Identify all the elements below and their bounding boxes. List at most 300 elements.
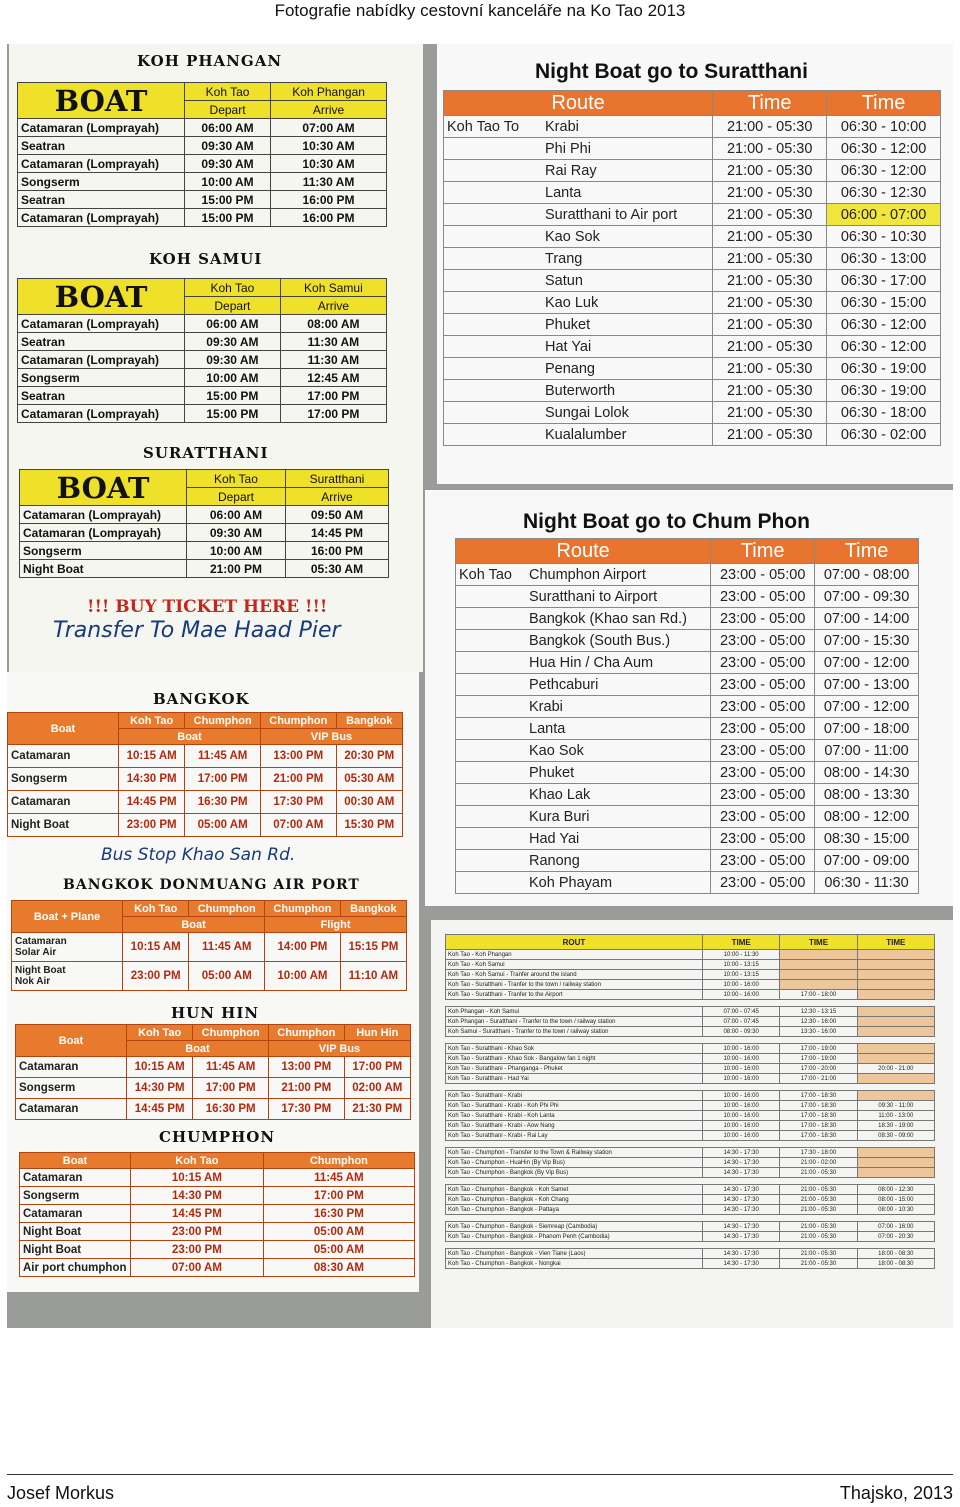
route-origin	[456, 806, 527, 828]
time-departure: 23:00 - 05:00	[711, 564, 815, 586]
depart-time: 09:30 AM	[187, 524, 286, 542]
table-row	[446, 970, 935, 980]
route-name: Koh Tao - Suratthani - Tranfer to the Airport	[446, 990, 703, 1000]
column-header: Bangkok	[336, 713, 402, 729]
time-cell: 10:15 AM	[127, 1057, 193, 1078]
time-cell: 09:30 - 11:00	[857, 1101, 934, 1111]
time-departure: 23:00 - 05:00	[711, 806, 815, 828]
route-origin	[456, 828, 527, 850]
column-header: Boat	[8, 713, 119, 745]
depart-time: 06:00 AM	[185, 119, 271, 137]
route-name: Koh Tao - Koh Phangan	[446, 950, 703, 960]
route-origin	[444, 248, 543, 270]
arrive-time: 05:30 AM	[285, 560, 388, 578]
route-origin	[456, 784, 527, 806]
time-cell: 14:00 PM	[265, 933, 341, 962]
boat-name: Catamaran (Lomprayah)	[18, 209, 185, 227]
time-cell: 07:00 - 20:30	[857, 1232, 934, 1242]
route-origin	[456, 674, 527, 696]
time-cell: 14:30 - 17:30	[703, 1168, 780, 1178]
arrive-time: 11:30 AM	[271, 173, 387, 191]
time-cell: 10:15 AM	[123, 933, 189, 962]
time-arrival: 06:30 - 17:00	[827, 270, 941, 292]
table-row	[18, 173, 387, 191]
time-departure: 21:00 - 05:30	[713, 424, 827, 446]
time-departure: 21:00 - 05:30	[713, 226, 827, 248]
depart-time: 09:30 AM	[185, 351, 281, 369]
arrive-label: Arrive	[280, 297, 386, 315]
table-row	[444, 336, 941, 358]
route-destination: Buterworth	[542, 380, 713, 402]
night-chumphon-title: Night Boat go to Chum Phon	[523, 510, 810, 533]
column-header: ROUT	[446, 935, 703, 950]
time-arrival: 06:30 - 19:00	[827, 380, 941, 402]
route-name: Koh Samui - Suratthani - Tranfer to the town / railway station	[446, 1027, 703, 1037]
time-cell	[857, 970, 934, 980]
time-arrival: 07:00 - 14:00	[815, 608, 919, 630]
depart-time: 09:30 AM	[185, 137, 271, 155]
time-arrival: 07:00 - 13:00	[815, 674, 919, 696]
time-arrival: 06:30 - 12:00	[827, 138, 941, 160]
table-row	[446, 1232, 935, 1242]
column-header: Time	[711, 539, 815, 564]
time-arrival: 06:30 - 13:00	[827, 248, 941, 270]
depart-time: 09:30 AM	[185, 333, 281, 351]
route-origin	[444, 358, 543, 380]
column-header: Route	[456, 539, 711, 564]
route-origin	[456, 740, 527, 762]
header-row	[18, 279, 387, 297]
table-row	[456, 784, 919, 806]
arrive-place: Suratthani	[285, 470, 388, 488]
table-row	[446, 1259, 935, 1269]
table-row	[18, 191, 387, 209]
time-cell: 21:00 - 05:30	[780, 1205, 857, 1215]
table-row	[446, 1222, 935, 1232]
table-row	[456, 762, 919, 784]
routes-table	[445, 934, 935, 1269]
time-cell: 14:45 PM	[131, 1205, 264, 1223]
spacer	[446, 1000, 935, 1007]
boat-name: Songserm	[8, 768, 119, 791]
time-cell: 08:00 - 09:30	[703, 1027, 780, 1037]
table-row	[444, 358, 941, 380]
time-departure: 23:00 - 05:00	[711, 608, 815, 630]
boat-name: Night Boat	[20, 1241, 131, 1259]
route-destination: Phi Phi	[542, 138, 713, 160]
depart-time: 10:00 AM	[187, 542, 286, 560]
time-cell: 02:00 AM	[344, 1078, 410, 1099]
route-destination: Had Yai	[526, 828, 711, 850]
arrive-time: 16:00 PM	[285, 542, 388, 560]
time-cell: 21:00 - 02:00	[780, 1158, 857, 1168]
time-arrival: 07:00 - 09:30	[815, 586, 919, 608]
subheader: Boat	[127, 1041, 269, 1057]
time-cell: 10:00 - 16:00	[703, 990, 780, 1000]
time-cell: 21:00 - 05:30	[780, 1185, 857, 1195]
route-destination: Kao Sok	[526, 740, 711, 762]
time-cell	[780, 960, 857, 970]
arrive-label: Arrive	[271, 101, 387, 119]
time-departure: 21:00 - 05:30	[713, 270, 827, 292]
time-arrival: 06:30 - 18:00	[827, 402, 941, 424]
time-cell	[857, 1044, 934, 1054]
column-header: Bangkok	[340, 901, 406, 917]
table-row	[446, 1249, 935, 1259]
spacer	[446, 1215, 935, 1222]
depart-time: 15:00 PM	[185, 405, 281, 423]
hun-hin-table	[15, 1024, 411, 1120]
route-destination: Penang	[542, 358, 713, 380]
table-row	[456, 630, 919, 652]
time-cell: 14:30 - 17:30	[703, 1222, 780, 1232]
time-cell: 14:30 PM	[131, 1187, 264, 1205]
koh-phangan-table	[17, 82, 387, 227]
bus-sheet	[7, 672, 419, 1292]
time-cell: 17:00 - 18:00	[780, 990, 857, 1000]
table-row	[446, 1007, 935, 1017]
route-destination: Pethcaburi	[526, 674, 711, 696]
table-row	[446, 1044, 935, 1054]
header-row	[16, 1025, 411, 1041]
night-suratthani-title: Night Boat go to Suratthani	[535, 60, 808, 83]
time-cell: 08:30 - 09:00	[857, 1131, 934, 1141]
time-cell: 07:00 AM	[131, 1259, 264, 1277]
table-row	[446, 980, 935, 990]
route-name: Koh Tao - Suratthani - Krabi - Koh Phi Phi	[446, 1101, 703, 1111]
table-row	[456, 696, 919, 718]
time-arrival: 06:30 - 12:00	[827, 160, 941, 182]
night-chumphon-sheet	[425, 490, 953, 906]
time-arrival: 07:00 - 18:00	[815, 718, 919, 740]
time-cell: 13:30 - 16:00	[780, 1027, 857, 1037]
route-origin	[456, 872, 527, 894]
boat-name: Catamaran (Lomprayah)	[20, 524, 187, 542]
table-row	[18, 351, 387, 369]
time-cell: 23:00 PM	[131, 1241, 264, 1259]
time-cell: 14:30 - 17:30	[703, 1259, 780, 1269]
boat-name: Songserm	[20, 542, 187, 560]
route-destination: Koh Phayam	[526, 872, 711, 894]
route-destination: Kao Luk	[542, 292, 713, 314]
table-row	[456, 828, 919, 850]
subheader: Flight	[265, 917, 407, 933]
column-header: Chumphon	[268, 1025, 344, 1041]
time-arrival: 06:30 - 11:30	[815, 872, 919, 894]
table-row	[446, 1064, 935, 1074]
route-name: Koh Tao - Suratthani - Krabi - Aow Nang	[446, 1121, 703, 1131]
route-origin	[444, 380, 543, 402]
table-row	[20, 524, 389, 542]
table-row	[444, 402, 941, 424]
table-row	[444, 292, 941, 314]
time-cell: 10:00 - 16:00	[703, 1054, 780, 1064]
table-row	[18, 333, 387, 351]
time-departure: 21:00 - 05:30	[713, 182, 827, 204]
table-row	[16, 1057, 411, 1078]
time-cell: 14:30 PM	[119, 768, 185, 791]
boat-name: Catamaran (Lomprayah)	[18, 155, 185, 173]
table-row	[12, 962, 407, 991]
time-departure: 21:00 - 05:30	[713, 138, 827, 160]
time-cell: 17:30 - 18:00	[780, 1148, 857, 1158]
arrive-place: Koh Phangan	[271, 83, 387, 101]
footer-author: Josef Morkus	[7, 1483, 115, 1503]
hun-hin-title: HUN HIN	[171, 1004, 260, 1022]
time-cell: 13:00 PM	[268, 1057, 344, 1078]
arrive-place: Koh Samui	[280, 279, 386, 297]
depart-time: 15:00 PM	[185, 209, 271, 227]
boat-heading: BOAT	[18, 83, 185, 119]
column-header: Chumphon	[189, 901, 265, 917]
boat-name: Catamaran (Lomprayah)	[20, 506, 187, 524]
time-cell: 12:30 - 13:15	[780, 1007, 857, 1017]
time-cell: 10:00 - 16:00	[703, 1131, 780, 1141]
time-cell: 21:00 - 05:30	[780, 1232, 857, 1242]
time-cell: 17:00 - 19:00	[780, 1044, 857, 1054]
time-arrival: 06:30 - 10:30	[827, 226, 941, 248]
table-row	[444, 424, 941, 446]
route-name: Koh Tao - Chumphon - Bangkok - Nongkai	[446, 1259, 703, 1269]
time-cell: 14:45 PM	[119, 791, 185, 814]
route-origin	[444, 336, 543, 358]
time-arrival: 08:00 - 12:00	[815, 806, 919, 828]
table-row	[18, 315, 387, 333]
route-origin: Koh Tao To	[444, 116, 543, 138]
route-destination: Sungai Lolok	[542, 402, 713, 424]
time-cell: 17:00 - 20:00	[780, 1064, 857, 1074]
route-origin	[456, 586, 527, 608]
time-cell: 08:00 - 15:00	[857, 1195, 934, 1205]
time-cell: 21:00 - 05:30	[780, 1222, 857, 1232]
time-cell: 05:00 AM	[189, 962, 265, 991]
footer-rule	[7, 1474, 953, 1475]
header-row	[444, 91, 941, 116]
route-name: Koh Tao - Koh Samui - Tranfer around the island	[446, 970, 703, 980]
time-cell	[857, 1074, 934, 1084]
boat-name: Songserm	[20, 1187, 131, 1205]
time-cell	[857, 950, 934, 960]
subheader: Boat	[123, 917, 265, 933]
time-cell	[857, 1007, 934, 1017]
table-row	[20, 1241, 415, 1259]
depart-place: Koh Tao	[185, 279, 281, 297]
spacer	[446, 1178, 935, 1185]
route-name: Koh Tao - Suratthani - Krabi - Koh Lanta	[446, 1111, 703, 1121]
header-row	[446, 935, 935, 950]
column-header: Chumphon	[263, 1153, 414, 1169]
depart-time: 10:00 AM	[185, 369, 281, 387]
spacer-row	[446, 1141, 935, 1148]
boat-name: Seatran	[18, 333, 185, 351]
depart-time: 15:00 PM	[185, 387, 281, 405]
boat-name: Night Boat	[20, 1223, 131, 1241]
table-row	[18, 137, 387, 155]
table-row	[20, 1259, 415, 1277]
time-cell: 08:00 - 12:30	[857, 1185, 934, 1195]
koh-phangan-title: KOH PHANGAN	[137, 52, 283, 70]
spacer	[446, 1242, 935, 1249]
spacer-row	[446, 1000, 935, 1007]
table-row	[446, 1205, 935, 1215]
table-row	[12, 933, 407, 962]
depart-time: 06:00 AM	[185, 315, 281, 333]
header-row	[12, 901, 407, 917]
time-cell: 14:30 - 17:30	[703, 1185, 780, 1195]
time-cell: 18:00 - 08:30	[857, 1259, 934, 1269]
route-origin	[444, 292, 543, 314]
column-header: Time	[713, 91, 827, 116]
time-cell: 21:00 PM	[260, 768, 336, 791]
table-row	[446, 1121, 935, 1131]
depart-label: Depart	[185, 101, 271, 119]
column-header: Boat	[16, 1025, 127, 1057]
table-row	[20, 1205, 415, 1223]
table-row	[456, 740, 919, 762]
table-row	[444, 138, 941, 160]
night-chumphon-table	[455, 538, 919, 894]
time-cell	[857, 980, 934, 990]
route-name: Koh Tao - Chumphon - Transfer to the Town & Railway station	[446, 1148, 703, 1158]
table-row	[446, 1054, 935, 1064]
time-cell: 07:00 AM	[260, 814, 336, 837]
time-cell: 17:00 - 21:00	[780, 1074, 857, 1084]
route-origin: Koh Tao	[456, 564, 527, 586]
boat-name: Catamaran	[8, 791, 119, 814]
time-cell	[857, 1158, 934, 1168]
arrive-time: 11:30 AM	[280, 351, 386, 369]
table-row	[456, 806, 919, 828]
route-name: Koh Tao - Chumphon - Bangkok - Siemreap (Cambodia)	[446, 1222, 703, 1232]
column-header: Koh Tao	[119, 713, 185, 729]
time-arrival: 06:30 - 10:00	[827, 116, 941, 138]
time-cell: 05:00 AM	[263, 1241, 414, 1259]
table-row	[20, 1223, 415, 1241]
time-cell: 11:45 AM	[185, 745, 261, 768]
column-header: TIME	[857, 935, 934, 950]
time-cell: 14:30 - 17:30	[703, 1148, 780, 1158]
time-cell: 14:30 - 17:30	[703, 1195, 780, 1205]
table-row	[446, 1111, 935, 1121]
table-row	[446, 1101, 935, 1111]
time-cell: 07:00 - 16:00	[857, 1222, 934, 1232]
time-cell: 08:30 AM	[263, 1259, 414, 1277]
column-header: Koh Tao	[127, 1025, 193, 1041]
boat-name: Night Boat Nok Air	[12, 962, 123, 991]
boat-name: Songserm	[18, 173, 185, 191]
time-cell: 08:00 - 10:30	[857, 1205, 934, 1215]
table-row	[20, 560, 389, 578]
route-origin	[456, 696, 527, 718]
time-cell	[857, 1168, 934, 1178]
time-cell: 10:00 - 16:00	[703, 1064, 780, 1074]
time-cell: 05:00 AM	[263, 1223, 414, 1241]
time-cell: 11:10 AM	[340, 962, 406, 991]
time-arrival: 07:00 - 11:00	[815, 740, 919, 762]
table-row	[446, 1148, 935, 1158]
time-cell: 00:30 AM	[336, 791, 402, 814]
depart-place: Koh Tao	[187, 470, 286, 488]
time-cell: 21:00 PM	[268, 1078, 344, 1099]
time-cell: 10:00 - 16:00	[703, 1074, 780, 1084]
route-origin	[444, 424, 543, 446]
table-row	[446, 1195, 935, 1205]
depart-time: 10:00 AM	[185, 173, 271, 191]
time-departure: 21:00 - 05:30	[713, 402, 827, 424]
depart-time: 09:30 AM	[185, 155, 271, 173]
table-row	[20, 1169, 415, 1187]
column-header: Time	[815, 539, 919, 564]
route-destination: Bangkok (Khao san Rd.)	[526, 608, 711, 630]
route-origin	[444, 182, 543, 204]
route-origin	[444, 314, 543, 336]
chumphon-table	[19, 1152, 415, 1277]
route-destination: Krabi	[542, 116, 713, 138]
header-row	[20, 1153, 415, 1169]
time-cell: 14:30 - 17:30	[703, 1205, 780, 1215]
route-origin	[444, 160, 543, 182]
boat-name: Catamaran	[16, 1099, 127, 1120]
time-cell: 14:30 - 17:30	[703, 1158, 780, 1168]
time-departure: 23:00 - 05:00	[711, 630, 815, 652]
table-row	[446, 960, 935, 970]
footer-place-date: Thajsko, 2013	[839, 1483, 953, 1503]
time-cell: 18:30 - 19:00	[857, 1121, 934, 1131]
time-cell: 16:30 PM	[263, 1205, 414, 1223]
time-cell	[857, 1148, 934, 1158]
column-header: TIME	[780, 935, 857, 950]
route-destination: Rai Ray	[542, 160, 713, 182]
table-row	[446, 1168, 935, 1178]
time-departure: 23:00 - 05:00	[711, 674, 815, 696]
boat-sheet	[9, 44, 423, 672]
donmuang-title: BANGKOK DONMUANG AIR PORT	[63, 877, 360, 893]
route-destination: Kualalumber	[542, 424, 713, 446]
time-arrival: 06:30 - 02:00	[827, 424, 941, 446]
table-row	[446, 1017, 935, 1027]
bangkok-note: Bus Stop Khao San Rd.	[101, 845, 296, 865]
table-row	[446, 1027, 935, 1037]
table-row	[456, 850, 919, 872]
time-cell: 20:30 PM	[336, 745, 402, 768]
table-row	[8, 768, 403, 791]
time-cell: 17:00 - 18:30	[780, 1131, 857, 1141]
route-name: Koh Tao - Suratthani - Tranfer to the town / railway station	[446, 980, 703, 990]
time-cell: 17:00 - 18:30	[780, 1101, 857, 1111]
time-cell: 21:00 - 05:30	[780, 1249, 857, 1259]
time-cell: 17:00 - 18:30	[780, 1111, 857, 1121]
time-arrival: 08:00 - 13:30	[815, 784, 919, 806]
route-destination: Khao Lak	[526, 784, 711, 806]
column-header: Route	[444, 91, 713, 116]
table-row	[456, 564, 919, 586]
route-name: Koh Tao - Chumphon - Bangkok - Phanom Penh (Cambodia)	[446, 1232, 703, 1242]
depart-time: 15:00 PM	[185, 191, 271, 209]
time-cell: 17:00 PM	[185, 768, 261, 791]
time-departure: 23:00 - 05:00	[711, 828, 815, 850]
page-header: Fotografie nabídky cestovní kanceláře na Ko Tao 2013	[274, 1, 686, 20]
time-departure: 23:00 - 05:00	[711, 652, 815, 674]
table-row	[20, 1187, 415, 1205]
table-row	[8, 814, 403, 837]
table-row	[20, 542, 389, 560]
time-arrival: 06:30 - 19:00	[827, 358, 941, 380]
boat-name: Catamaran	[20, 1169, 131, 1187]
table-row	[8, 745, 403, 768]
route-destination: Phuket	[542, 314, 713, 336]
boat-heading: BOAT	[18, 279, 185, 315]
time-departure: 21:00 - 05:30	[713, 336, 827, 358]
